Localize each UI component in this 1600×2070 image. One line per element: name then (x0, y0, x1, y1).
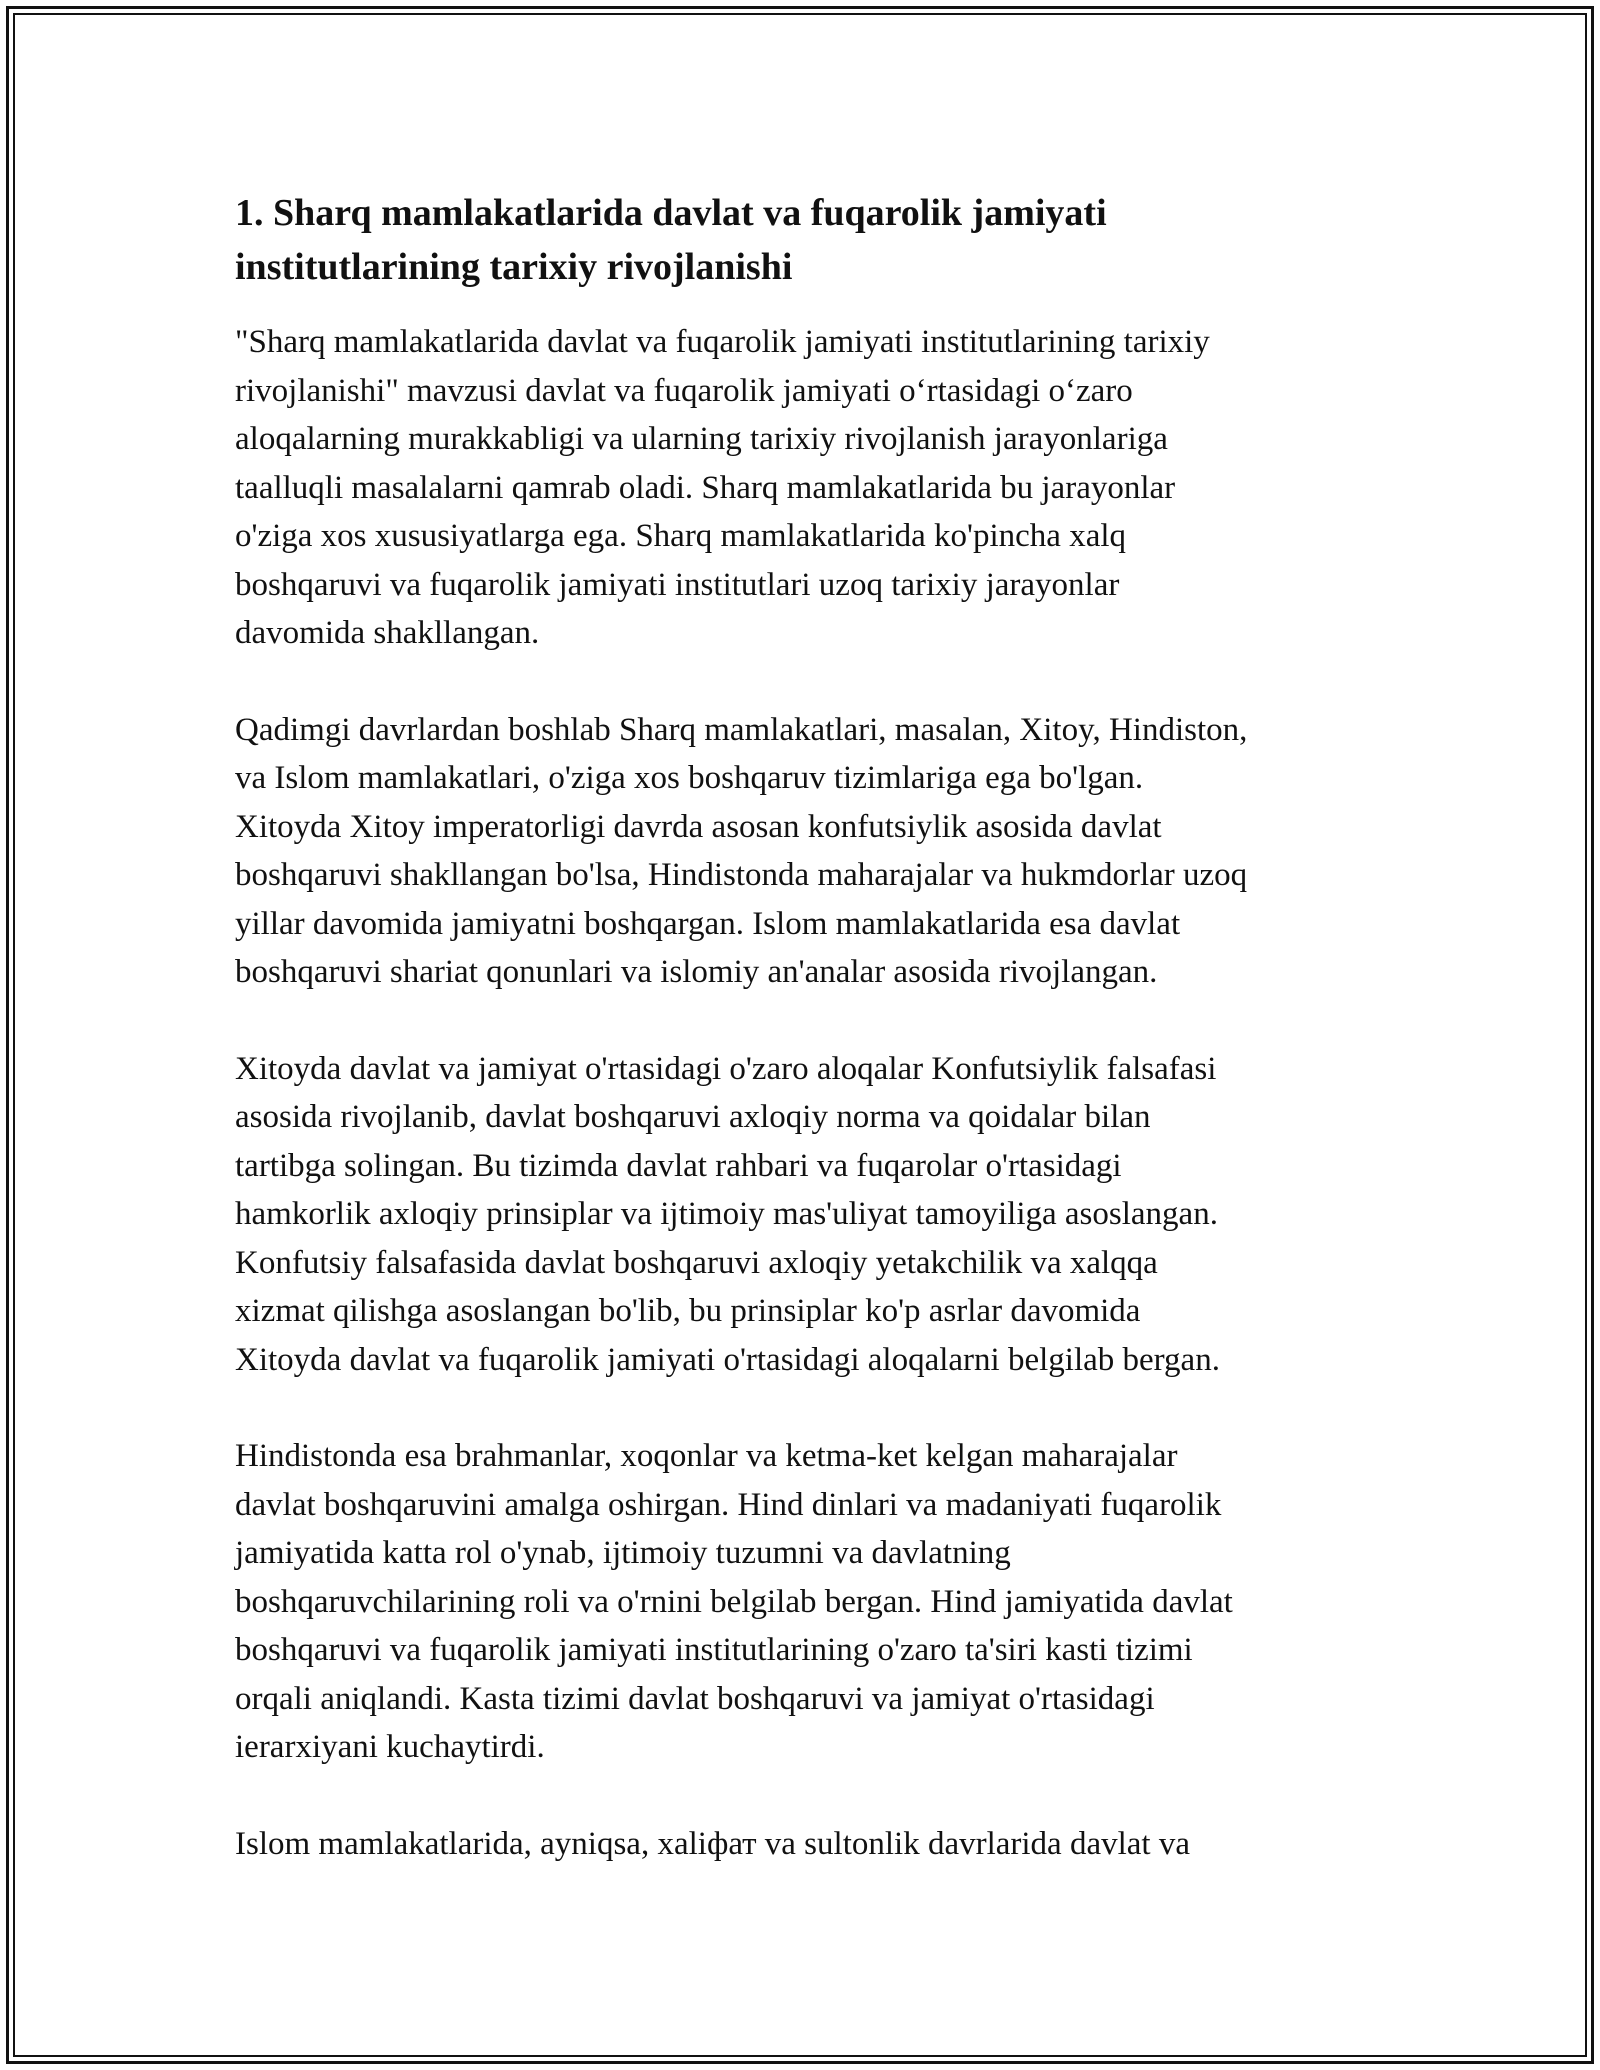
text-line: davomida shakllangan. (235, 615, 540, 651)
text-line: Xitoyda Xitoy imperatorligi davrda asosan konfutsiylik asosida davlat (235, 808, 1162, 845)
text-line: o'ziga xos xususiyatlarga ega. Sharq mamlakatlarida ko'pincha xalq (235, 518, 1127, 554)
text-line: boshqaruvi va fuqarolik jamiyati institutlarining o'zaro ta'siri kasti tizimi (235, 1632, 1193, 1668)
text-line: boshqaruvi va fuqarolik jamiyati institutlari uzoq tarixiy jarayonlar (235, 566, 1120, 603)
paragraph-intro (235, 318, 1395, 658)
text-line: xizmat qilishga asoslangan bo'lib, bu prinsiplar ko'p asrlar davomida (235, 1293, 1141, 1329)
text-line: Xitoyda davlat va fuqarolik jamiyati o'rtasidagi aloqalarni belgilab bergan. (235, 1341, 1220, 1378)
text-line: aloqalarning murakkabligi va ularning tarixiy rivojlanish jarayonlariga (235, 421, 1168, 457)
text-line: orqali aniqlandi. Kasta tizimi davlat boshqaruvi va jamiyat o'rtasidagi (235, 1680, 1155, 1717)
paragraph-islamic-countries (235, 1820, 1395, 1869)
text-line: ierarxiyani kuchaytirdi. (235, 1729, 545, 1765)
text-line: taalluqli masalalarni qamrab oladi. Sharq mamlakatlarida bu jarayonlar (235, 469, 1176, 506)
paragraph-ancient-periods (235, 706, 1395, 997)
heading-line: 1. Sharq mamlakatlarida davlat va fuqarolik jamiyati (235, 192, 1107, 234)
text-line: boshqaruvchilarining roli va o'rnini belgilab bergan. Hind jamiyatida davlat (235, 1583, 1233, 1620)
text-line: "Sharq mamlakatlarida davlat va fuqarolik jamiyati institutlarining tarixiy (235, 324, 1210, 360)
text-line: Xitoyda davlat va jamiyat o'rtasidagi o'zaro aloqalar Konfutsiylik falsafasi (235, 1050, 1217, 1087)
text-line: tartibga solingan. Bu tizimda davlat rahbari va fuqarolar o'rtasidagi (235, 1147, 1122, 1184)
text-line: Islom mamlakatlarida, ayniqsa, xaliфат va sultonlik davrlarida davlat va (235, 1825, 1190, 1862)
document-content (235, 186, 1395, 1916)
text-line: va Islom mamlakatlari, o'ziga xos boshqaruv tizimlariga ega bo'lgan. (235, 760, 1144, 796)
text-line: Hindistonda esa brahmanlar, xoqonlar va ketma-ket kelgan maharajalar (235, 1438, 1178, 1474)
section-heading (235, 186, 1395, 294)
text-line: rivojlanishi" mavzusi davlat va fuqarolik jamiyati o‘rtasidagi o‘zaro (235, 372, 1133, 409)
text-line: boshqaruvi shakllangan bo'lsa, Hindistonda maharajalar va hukmdorlar uzoq (235, 857, 1248, 893)
text-line: Konfutsiy falsafasida davlat boshqaruvi axloqiy yetakchilik va xalqqa (235, 1244, 1158, 1281)
text-line: asosida rivojlanib, davlat boshqaruvi axloqiy norma va qoidalar bilan (235, 1099, 1151, 1135)
heading-line: institutlarining tarixiy rivojlanishi (235, 246, 793, 288)
text-line: davlat boshqaruvini amalga oshirgan. Hind dinlari va madaniyati fuqarolik (235, 1486, 1222, 1523)
text-line: boshqaruvi shariat qonunlari va islomiy an'analar asosida rivojlangan. (235, 954, 1158, 990)
text-line: jamiyatida katta rol o'ynab, ijtimoiy tuzumni va davlatning (235, 1535, 1011, 1571)
paragraph-china (235, 1045, 1395, 1385)
paragraph-india (235, 1432, 1395, 1772)
text-line: yillar davomida jamiyatni boshqargan. Islom mamlakatlarida esa davlat (235, 905, 1181, 942)
text-line: Qadimgi davrlardan boshlab Sharq mamlakatlari, masalan, Xitoy, Hindiston, (235, 711, 1248, 748)
text-line: hamkorlik axloqiy prinsiplar va ijtimoiy mas'uliyat tamoyiliga asoslangan. (235, 1196, 1218, 1232)
